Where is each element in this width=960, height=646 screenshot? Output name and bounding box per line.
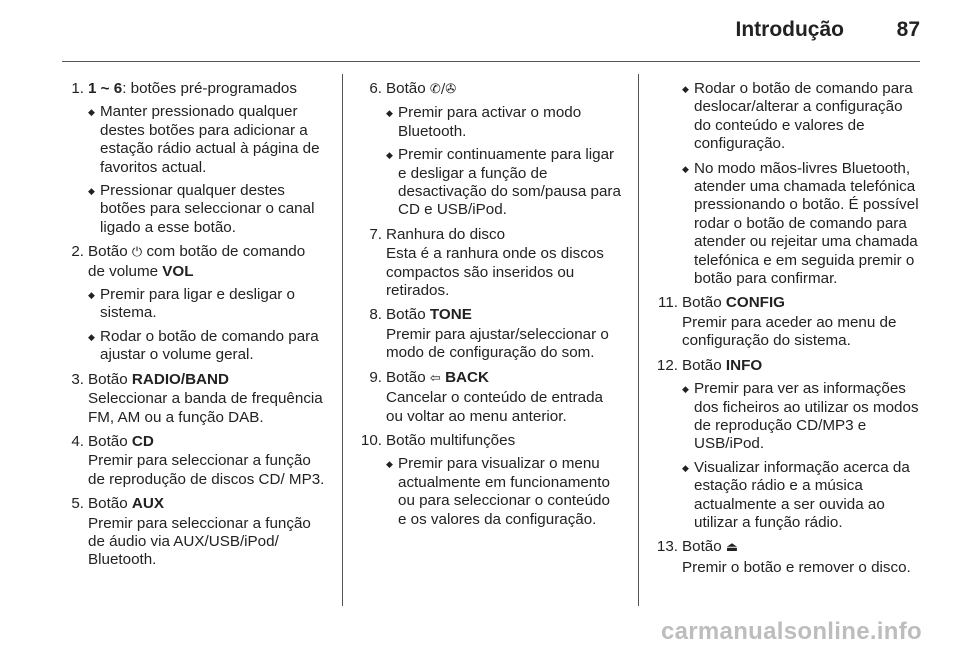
bullet: ◆ Premir continuamente para ligar e desligar a função de desactivação do som/pausa para CD e USB/iPod. xyxy=(386,146,622,220)
phone-mute-icon: ✆/✇ xyxy=(429,82,457,97)
list-item-1: 1. 1 ~ 6: botões pré-programados ◆ Manter pressionado qualquer destes botões para adicionar a estação rádio actual à página de favoritos actual. ◆ Pressionar qualquer destes botões para seleccionar o canal ligado a esse botão. xyxy=(64,80,326,237)
bullet: ◆ Premir para visualizar o menu actualmente em funcionamento ou para seleccionar o conteúdo e os valores da configuração. xyxy=(386,455,622,529)
column-right xyxy=(652,80,922,583)
list-item-7: 7. Ranhura do disco Esta é a ranhura onde os discos compactos são inseridos ou retirados. xyxy=(369,225,604,300)
page-header xyxy=(0,0,960,60)
bullet: ◆ No modo mãos-livres Bluetooth, atender uma chamada telefónica pressionando o botão. É possível rodar o botão de comando para atender ou rejeitar uma chamada telefónica e em seguida premir o botão para confirmar. xyxy=(682,160,922,289)
column-middle xyxy=(356,80,622,535)
bullet: ◆ Rodar o botão de comando para deslocar/alterar a configuração do conteúdo e valores de configuração. xyxy=(682,80,922,154)
list-item-6: 6. Botão ✆/✇ ◆ Premir para activar o modo Bluetooth. ◆ Premir continuamente para ligar e desligar a função de desactivação do som/pausa para CD e USB/iPod. xyxy=(356,80,622,220)
header-rule xyxy=(62,61,920,62)
bullet: ◆ Visualizar informação acerca da estação rádio e a música actualmente a ser ouvida ao utilizar a função rádio. xyxy=(682,459,922,533)
list-item-13: 13. Botão ⏏ Premir o botão e remover o disco. xyxy=(656,538,911,576)
watermark: carmanualsonline.info xyxy=(660,618,922,645)
page-title: Introdução xyxy=(735,18,844,41)
list-item-4: 4. Botão CD Premir para seleccionar a função de reprodução de discos CD/ MP3. xyxy=(71,432,325,488)
bullet: ◆ Manter pressionado qualquer destes botões para adicionar a estação rádio actual à página de favoritos actual. xyxy=(88,103,326,177)
column-divider xyxy=(342,74,343,606)
list-item-9: 9. Botão ⇦ BACK Cancelar o conteúdo de entrada ou voltar ao menu anterior. xyxy=(369,368,604,425)
bullet: ◆ Premir para activar o modo Bluetooth. xyxy=(386,104,622,141)
column-divider xyxy=(638,74,639,606)
bullet: ◆ Rodar o botão de comando para ajustar o volume geral. xyxy=(88,328,326,365)
column-left xyxy=(64,80,326,576)
back-arrow-icon: ⇦ xyxy=(429,370,441,386)
list-item-2: 2. Botão ⏻ com botão de comando de volume VOL ◆ Premir para ligar e desligar o sistema. ◆ Rodar o botão de comando para ajustar o volume geral. xyxy=(64,243,326,364)
list-item-5: 5. Botão AUX Premir para seleccionar a função de áudio via AUX/USB/iPod/ Bluetooth. xyxy=(71,495,311,569)
bullet: ◆ Premir para ligar e desligar o sistema. xyxy=(88,286,326,323)
power-icon: ⏻ xyxy=(131,245,143,261)
list-item-10: 10. Botão multifunções ◆ Premir para visualizar o menu actualmente em funcionamento ou para seleccionar o conteúdo e os valores da configuração. xyxy=(356,432,622,529)
page-number: 87 xyxy=(896,18,920,41)
list-item-11: 11. Botão CONFIG Premir para aceder ao menu de configuração do sistema. xyxy=(658,294,897,350)
bullet: ◆ Premir para ver as informações dos ficheiros ao utilizar os modos de reprodução CD/MP3 e USB/iPod. xyxy=(682,380,922,454)
list-item-12: 12. Botão INFO ◆ Premir para ver as informações dos ficheiros ao utilizar os modos de reprodução CD/MP3 e USB/iPod. ◆ Visualizar informação acerca da estação rádio e a música actualmente a ser ouvida ao utilizar a função rádio. xyxy=(652,357,922,533)
bullet: ◆ Pressionar qualquer destes botões para seleccionar o canal ligado a esse botão. xyxy=(88,182,326,237)
list-item-3: 3. Botão RADIO/BAND Seleccionar a banda de frequência FM, AM ou a função DAB. xyxy=(71,370,323,426)
list-item-8: 8. Botão TONE Premir para ajustar/seleccionar o modo de configuração do som. xyxy=(369,306,609,362)
eject-icon: ⏏ xyxy=(725,540,739,556)
